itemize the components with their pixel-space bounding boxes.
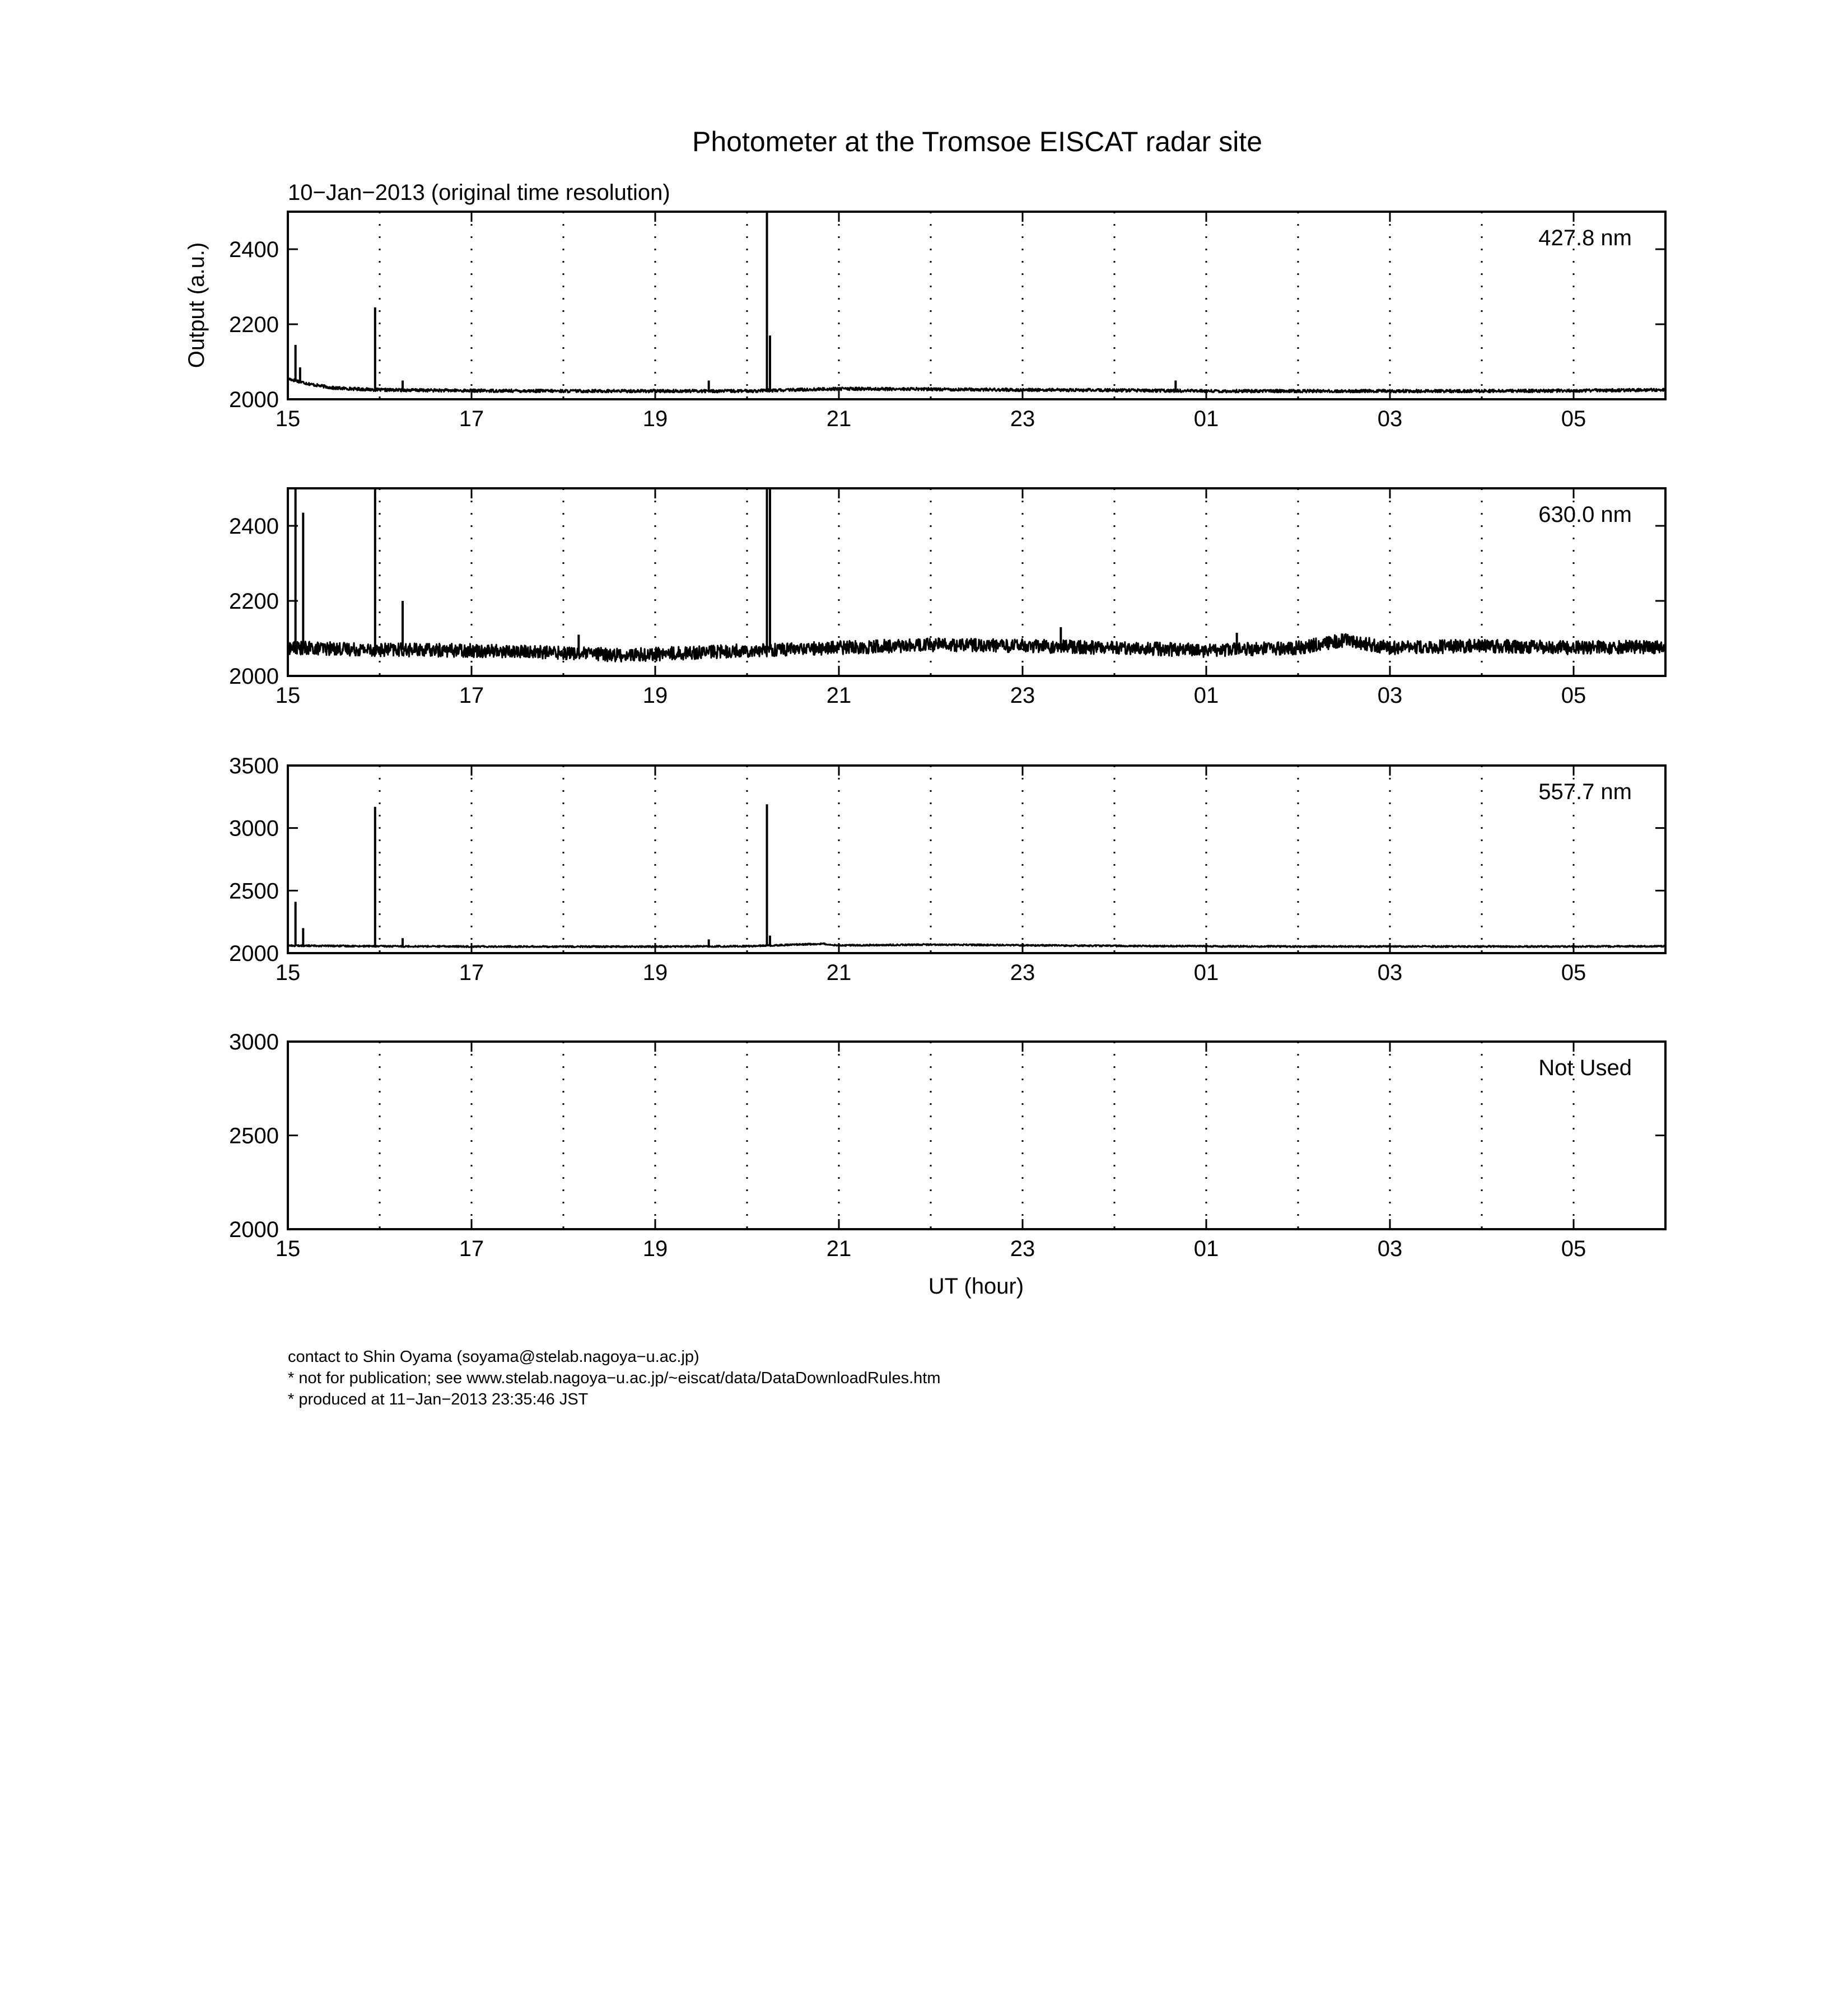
x-tick-label: 15 bbox=[275, 1236, 301, 1261]
chart-title: Photometer at the Tromsoe EISCAT radar site bbox=[692, 126, 1263, 157]
y-tick-label: 2500 bbox=[229, 1123, 279, 1149]
x-tick-label: 19 bbox=[642, 960, 668, 985]
panels-group bbox=[229, 212, 1665, 1261]
x-tick-label: 05 bbox=[1561, 407, 1586, 431]
x-tick-label: 03 bbox=[1377, 407, 1403, 431]
x-tick-label: 01 bbox=[1193, 407, 1219, 431]
channel-label: 427.8 nm bbox=[1538, 226, 1632, 250]
footer-line-contact: contact to Shin Oyama (soyama@stelab.nagoya−u.ac.jp) bbox=[288, 1348, 699, 1366]
trace-427-8-nm bbox=[288, 378, 1665, 393]
panel-1 bbox=[229, 212, 1665, 431]
y-tick-label: 3500 bbox=[229, 754, 279, 778]
y-axis-label: Output (a.u.) bbox=[184, 242, 209, 368]
x-tick-label: 17 bbox=[459, 683, 484, 708]
channel-label: 630.0 nm bbox=[1538, 502, 1632, 527]
x-tick-label: 23 bbox=[1010, 683, 1035, 708]
x-tick-label: 05 bbox=[1561, 960, 1586, 985]
x-tick-label: 03 bbox=[1377, 683, 1403, 708]
plot-frame bbox=[288, 766, 1665, 953]
y-tick-label: 2000 bbox=[229, 664, 279, 689]
y-tick-label: 2500 bbox=[229, 879, 279, 904]
x-tick-label: 17 bbox=[459, 407, 484, 431]
y-tick-label: 2400 bbox=[229, 237, 279, 262]
y-tick-label: 2000 bbox=[229, 941, 279, 966]
y-tick-label: 3000 bbox=[229, 1030, 279, 1054]
x-tick-label: 23 bbox=[1010, 407, 1035, 431]
x-tick-label: 23 bbox=[1010, 1236, 1035, 1261]
x-tick-label: 21 bbox=[826, 960, 852, 985]
panel-3 bbox=[229, 754, 1665, 985]
chart-subtitle: 10−Jan−2013 (original time resolution) bbox=[288, 180, 670, 205]
x-tick-label: 15 bbox=[275, 960, 301, 985]
x-tick-label: 01 bbox=[1193, 960, 1219, 985]
y-tick-label: 2400 bbox=[229, 514, 279, 539]
x-tick-label: 01 bbox=[1193, 1236, 1219, 1261]
channel-label: 557.7 nm bbox=[1538, 780, 1632, 804]
x-tick-label: 23 bbox=[1010, 960, 1035, 985]
x-tick-label: 19 bbox=[642, 683, 668, 708]
footer-line-produced: * produced at 11−Jan−2013 23:35:46 JST bbox=[288, 1390, 589, 1408]
y-tick-label: 3000 bbox=[229, 816, 279, 841]
panel-2 bbox=[229, 488, 1665, 708]
x-tick-label: 21 bbox=[826, 1236, 852, 1261]
trace-557-7-nm bbox=[288, 943, 1665, 948]
y-tick-label: 2000 bbox=[229, 388, 279, 412]
x-tick-label: 21 bbox=[826, 407, 852, 431]
x-tick-label: 21 bbox=[826, 683, 852, 708]
x-tick-label: 05 bbox=[1561, 1236, 1586, 1261]
x-axis-label: UT (hour) bbox=[928, 1274, 1024, 1299]
panel-4 bbox=[229, 1030, 1665, 1261]
x-tick-label: 19 bbox=[642, 407, 668, 431]
y-tick-label: 2000 bbox=[229, 1217, 279, 1242]
footer-notes bbox=[288, 1348, 941, 1408]
footer-line-publication: * not for publication; see www.stelab.nagoya−u.ac.jp/~eiscat/data/DataDownloadRules.htm bbox=[288, 1369, 941, 1387]
y-tick-label: 2200 bbox=[229, 589, 279, 614]
x-tick-label: 15 bbox=[275, 407, 301, 431]
trace-630-0-nm bbox=[288, 634, 1665, 661]
x-tick-label: 01 bbox=[1193, 683, 1219, 708]
x-tick-label: 03 bbox=[1377, 960, 1403, 985]
x-tick-label: 17 bbox=[459, 1236, 484, 1261]
x-tick-label: 15 bbox=[275, 683, 301, 708]
channel-label: Not Used bbox=[1538, 1056, 1632, 1080]
x-tick-label: 19 bbox=[642, 1236, 668, 1261]
plot-frame bbox=[288, 1042, 1665, 1229]
y-tick-label: 2200 bbox=[229, 312, 279, 337]
x-tick-label: 17 bbox=[459, 960, 484, 985]
plot-frame bbox=[288, 212, 1665, 399]
x-tick-label: 05 bbox=[1561, 683, 1586, 708]
x-tick-label: 03 bbox=[1377, 1236, 1403, 1261]
